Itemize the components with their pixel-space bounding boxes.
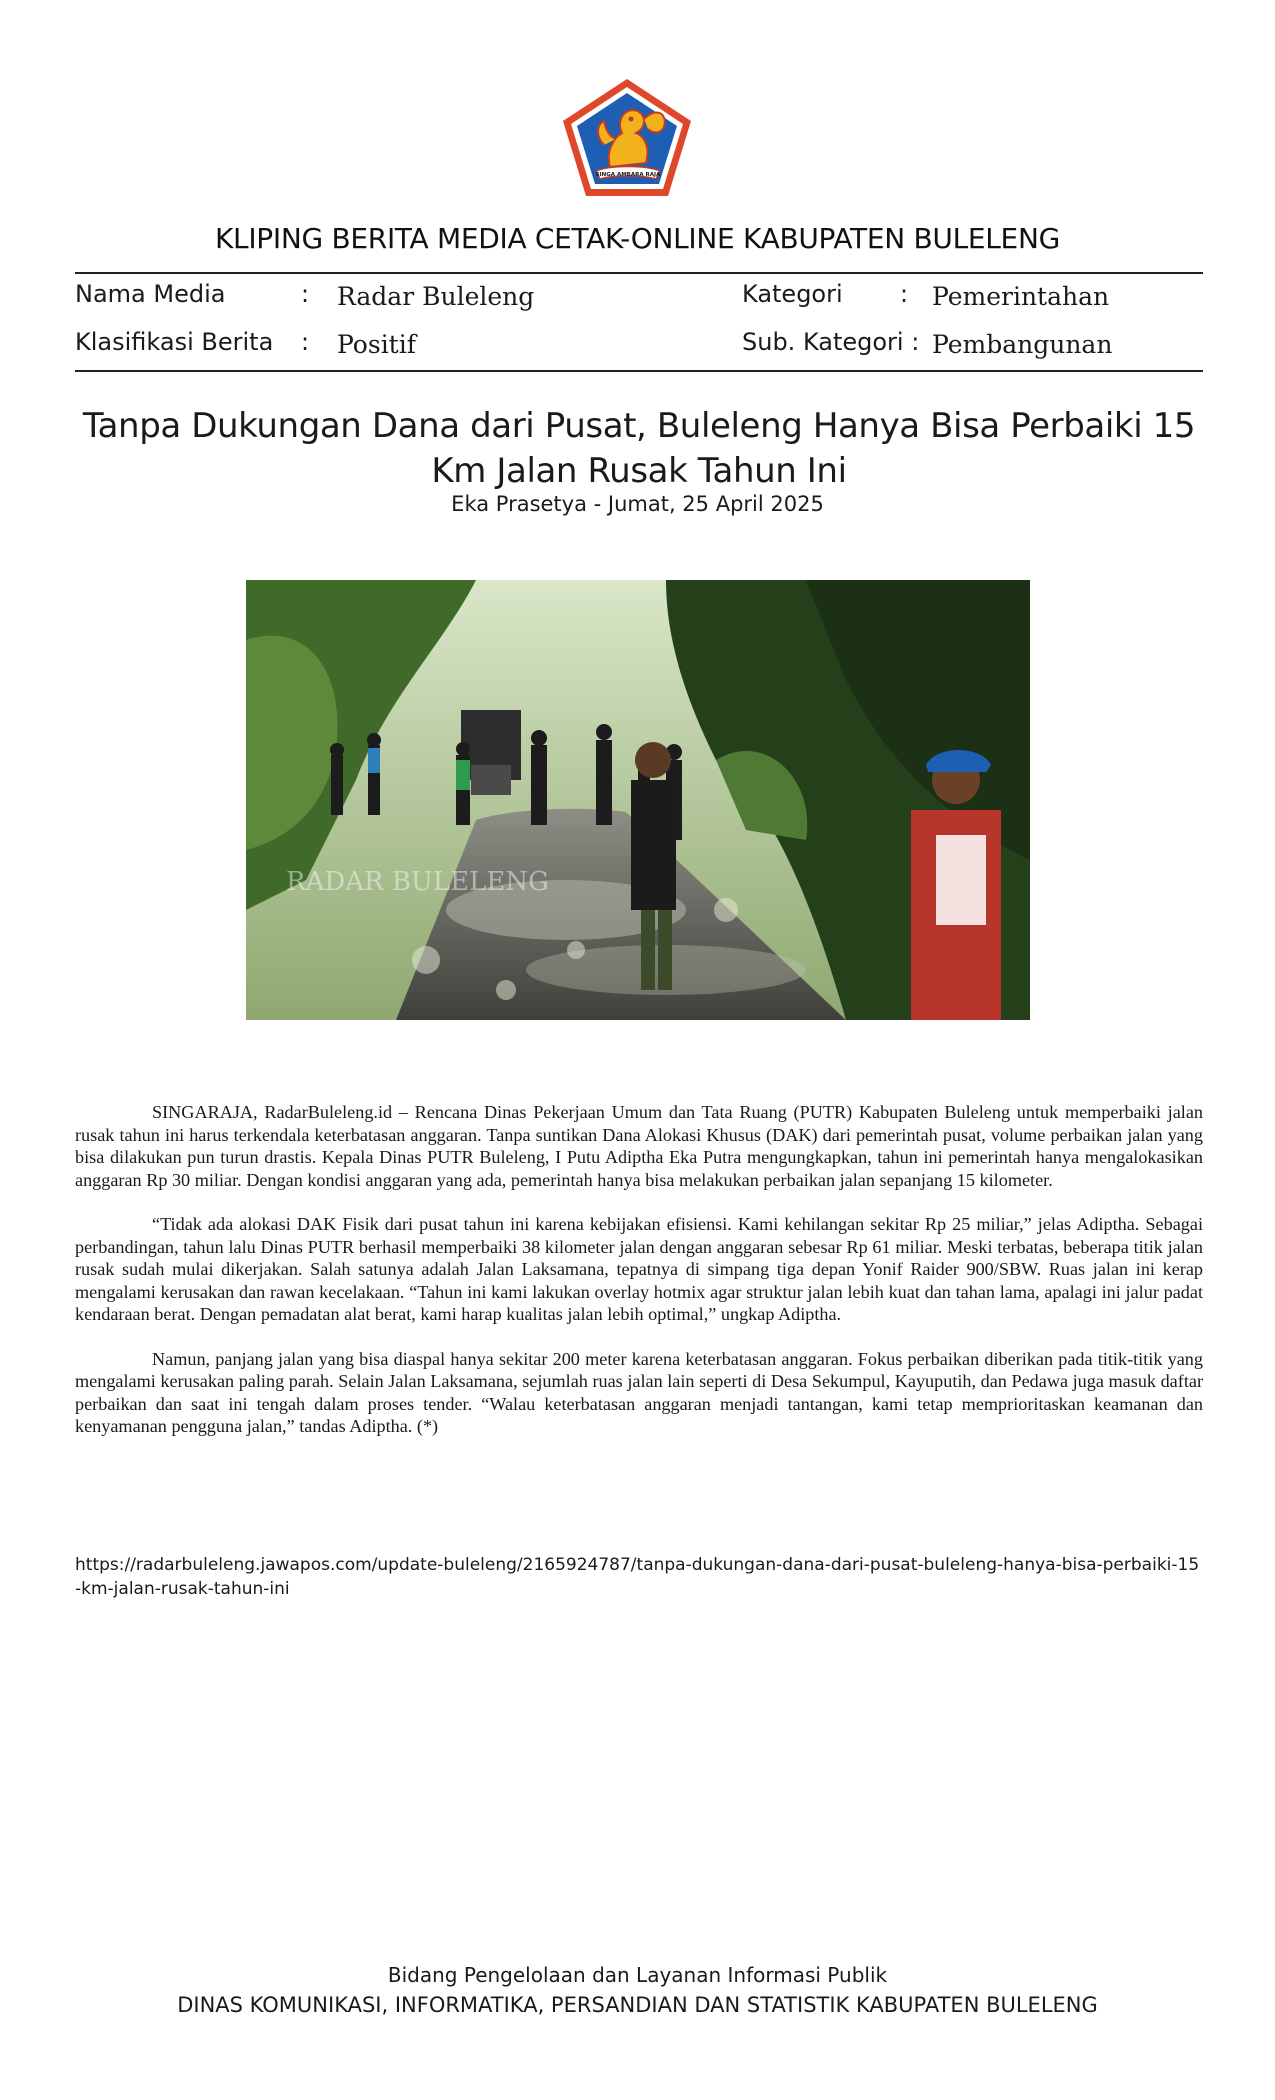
- header-divider-top: [75, 272, 1203, 274]
- article-paragraph: “Tidak ada alokasi DAK Fisik dari pusat tahun ini karena kebijakan efisiensi. Kami kehilangan sekitar Rp 25 miliar,” jelas Adiptha. Sebagai perbandingan, tahun lalu Dinas PUTR berhasil memperbaiki 38 kilometer jalan dengan anggaran sebesar Rp 61 miliar. Meski terbatas, beberapa titik jalan rusak sudah mulai dikerjakan. Salah satunya adalah Jalan Laksamana, tepatnya di simpang tiga depan Yonif Raider 900/SBW. Ruas jalan ini kerap mengalami kerusakan dan rawan kecelakaan. “Tahun ini kami lakukan overlay hotmix agar struktur jalan lebih kuat dan tahan lama, apalagi ini jalur padat kendaraan berat. Dengan pemadatan alat berat, kami harap kualitas jalan lebih optimal,” ungkap Adiptha.: [75, 1214, 1203, 1324]
- sub-kategori-value: Pembangunan: [932, 330, 1113, 359]
- clipping-header-title: KLIPING BERITA MEDIA CETAK-ONLINE KABUPATEN BULELENG: [214, 222, 1060, 255]
- svg-text:SINGA AMBARA RAJA: SINGA AMBARA RAJA: [595, 172, 661, 178]
- article-photo: [246, 580, 1030, 1020]
- nama-media-value: Radar Buleleng: [337, 282, 535, 311]
- source-url-link[interactable]: https://radarbuleleng.jawapos.com/update-buleleng/2165924787/tanpa-dukungan-dana-dari-pusat-buleleng-hanya-bisa-perbaiki-15-km-jalan-rusak-tahun-ini: [75, 1555, 1200, 1599]
- lion-emblem-icon: [560, 75, 695, 200]
- footer-division: Bidang Pengelolaan dan Layanan Informasi Publik: [387, 1963, 888, 1987]
- header-divider-bottom: [75, 370, 1203, 372]
- article-byline: Eka Prasetya - Jumat, 25 April 2025: [451, 492, 824, 516]
- sub-kategori-label: Sub. Kategori :: [742, 328, 920, 356]
- kategori-label: Kategori: [742, 280, 843, 308]
- nama-media-label: Nama Media: [75, 280, 226, 308]
- article-paragraph: Namun, panjang jalan yang bisa diaspal hanya sekitar 200 meter karena keterbatasan anggaran. Fokus perbaikan diberikan pada titik-titik yang mengalami kerusakan paling parah. Selain Jalan Laksamana, sejumlah ruas jalan lain seperti di Desa Sekumpul, Kayuputih, dan Pedawa juga masuk daftar perbaikan dan saat ini tengah dalam proses tender. “Walau keterbatasan anggaran menjadi tantangan, kami tetap memprioritaskan keamanan dan kenyamanan pengguna jalan,” tandas Adiptha. (*): [75, 1348, 1203, 1436]
- buleleng-emblem-logo: [560, 75, 695, 200]
- footer-office: DINAS KOMUNIKASI, INFORMATIKA, PERSANDIAN DAN STATISTIK KABUPATEN BULELENG: [177, 1993, 1098, 2017]
- kategori-value: Pemerintahan: [932, 282, 1110, 311]
- nama-media-colon: :: [301, 280, 310, 308]
- photo-watermark: RADAR BULELENG: [286, 867, 549, 897]
- klasifikasi-colon: :: [301, 328, 310, 356]
- article-paragraph: SINGARAJA, RadarBuleleng.id – Rencana Dinas Pekerjaan Umum dan Tata Ruang (PUTR) Kabupaten Buleleng untuk memperbaiki jalan rusak tahun ini harus terkendala keterbatasan anggaran. Tanpa suntikan Dana Alokasi Khusus (DAK) dari pemerintah pusat, volume perbaikan jalan yang bisa dilakukan pun turun drastis. Kepala Dinas PUTR Buleleng, I Putu Adiptha Eka Putra mengungkapkan, tahun ini pemerintah hanya mengalokasikan anggaran Rp 30 miliar. Dengan kondisi anggaran yang ada, pemerintah hanya bisa melakukan perbaikan jalan sepanjang 15 kilometer.: [75, 1102, 1203, 1190]
- klasifikasi-label: Klasifikasi Berita: [75, 328, 274, 356]
- klasifikasi-value: Positif: [337, 330, 416, 359]
- kategori-colon: :: [900, 280, 909, 308]
- article-body: [75, 1101, 1203, 1460]
- article-headline: Tanpa Dukungan Dana dari Pusat, Buleleng Hanya Bisa Perbaiki 15 Km Jalan Rusak Tahun Ini: [82, 406, 1196, 491]
